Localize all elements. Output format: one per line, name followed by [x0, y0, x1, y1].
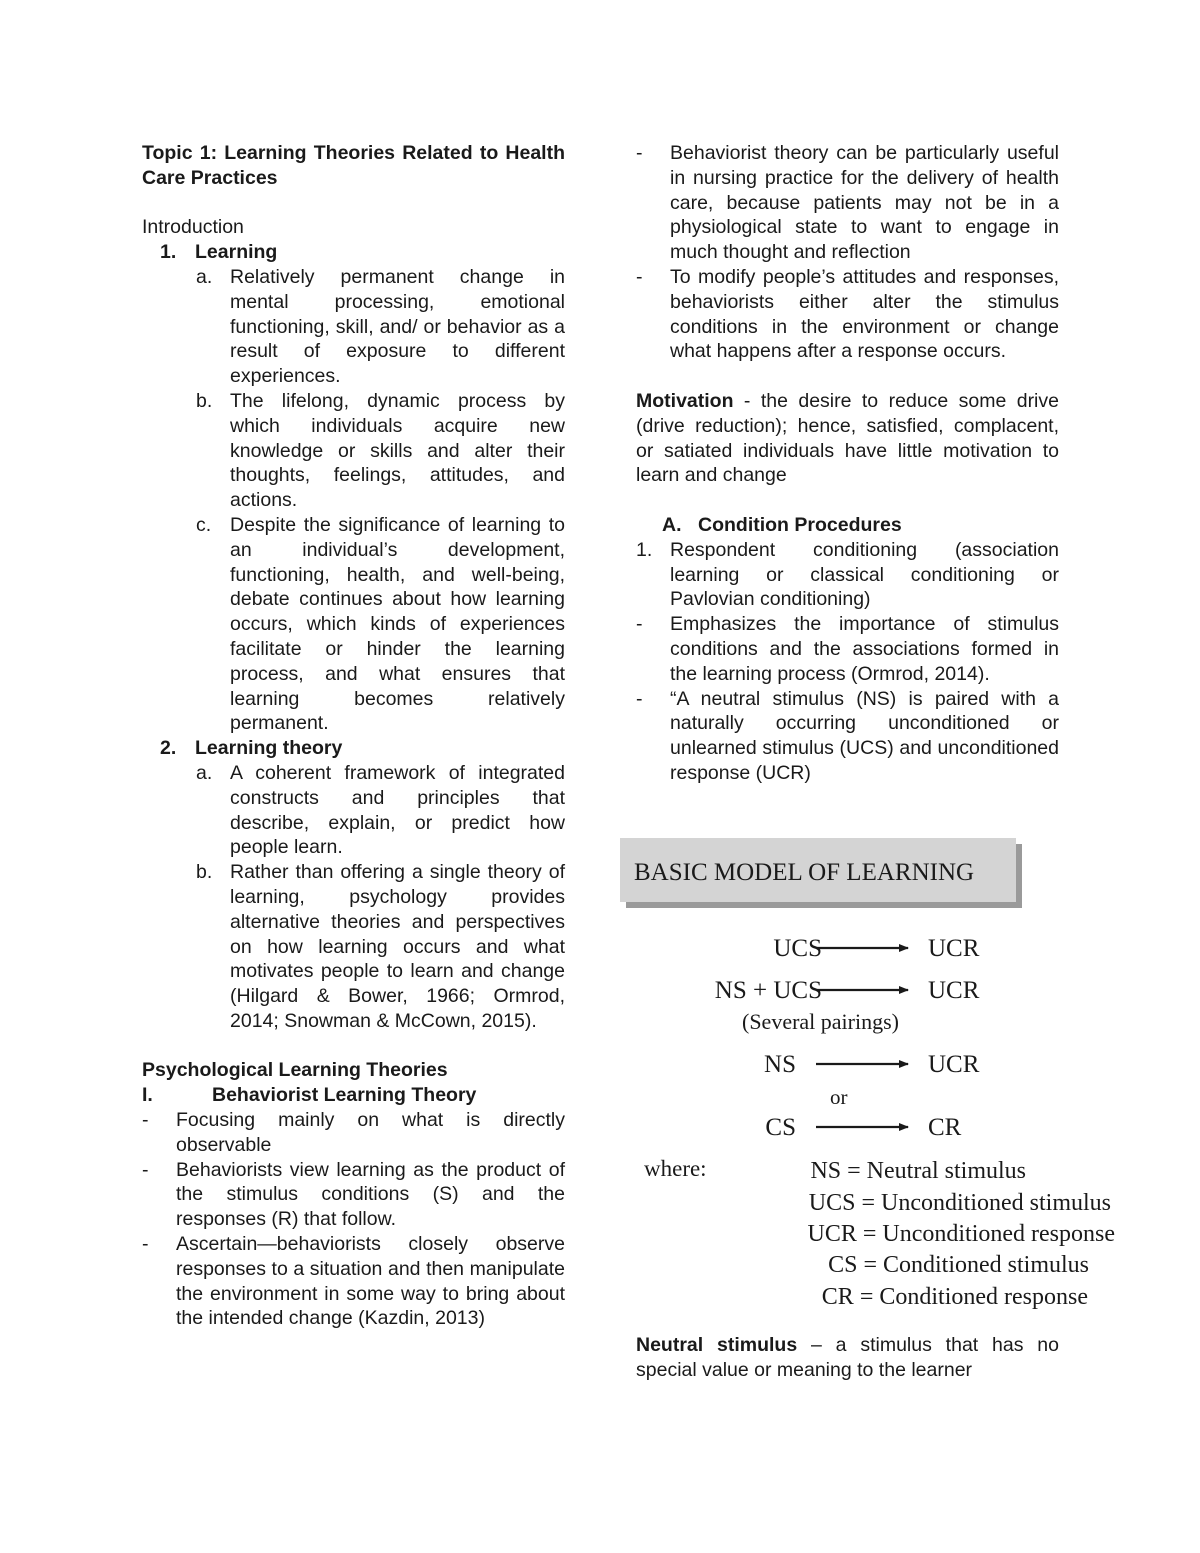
bullet-text: Behaviorist theory can be particularly useful in nursing practice for the delivery of health care, because patients may not be in a physiological state to want to engage in much thought and reflection [670, 142, 1059, 264]
motivation-definition: - the desire to reduce some drive (drive reduction); hence, satisfied, complacent, or satiated individuals have little motivation to learn and change [636, 389, 1059, 487]
bullet-text: Behaviorists view learning as the product of the stimulus conditions (S) and the responses (R) that follow. [176, 1158, 565, 1231]
list-item-text: Rather than offering a single theory of learning, psychology provides alternative theories and perspectives on how learning occurs and what motivates people to learn and change (Hilgard & Bower, 1966; Ormrod, 2014; Snowman & McCown, 2015). [230, 861, 565, 1032]
neutral-stimulus-definition: – a stimulus that has no special value or meaning to the learner [636, 1334, 1059, 1381]
list-marker: a. [196, 265, 213, 288]
learning-theory-item-a [142, 761, 565, 860]
condition-bullet-2 [636, 687, 1059, 786]
introduction-heading: Introduction [142, 216, 244, 239]
row-1-stimulus: UCS [773, 935, 822, 962]
legend-ucr: UCR = Unconditioned response [807, 1221, 1115, 1247]
bullet-text: Ascertain—behaviorists closely observe responses to a situation and then manipulate the environment in some way to bring about the intended change (Kazdin, 2013) [176, 1233, 565, 1330]
learning-number: 1. [160, 241, 177, 264]
row-2-stimulus: NS + UCS [714, 977, 822, 1004]
condition-procedures-heading [636, 513, 1059, 538]
dash-marker: - [636, 687, 643, 710]
list-item-text: Relatively permanent change in mental processing, emotional functioning, skill, and/ or behavior as a result of exposure to different experiences. [230, 265, 565, 388]
diagram-title: BASIC MODEL OF LEARNING [634, 859, 975, 886]
page-title: Topic 1: Learning Theories Related to Health Care Practices [142, 142, 565, 189]
learning-theory-number: 2. [160, 737, 177, 760]
behaviorist-bullet-5 [636, 265, 1059, 364]
legend-ucs: UCS = Unconditioned stimulus [808, 1190, 1111, 1216]
respondent-conditioning-item [636, 538, 1059, 612]
or-label: or [830, 1085, 848, 1109]
learning-heading: Learning [195, 241, 278, 264]
dash-marker: - [636, 265, 643, 288]
psychological-theories-heading: Psychological Learning Theories [142, 1059, 448, 1082]
row-3-response: UCR [928, 1051, 980, 1078]
motivation-term: Motivation [636, 389, 734, 412]
row-3-stimulus: NS [764, 1051, 796, 1078]
learning-theory-item-b [142, 860, 565, 1034]
several-pairings-note: (Several pairings) [742, 1009, 899, 1034]
number-marker: 1. [636, 538, 653, 561]
learning-theory-section [142, 736, 565, 761]
roman-marker: I. [142, 1084, 153, 1107]
list-item-text: Respondent conditioning (association learning or classical conditioning or Pavlovian conditioning) [670, 538, 1059, 611]
letter-marker: A. [662, 513, 682, 536]
bullet-text: “A neutral stimulus (NS) is paired with a naturally occurring unconditioned or unlearned stimulus (UCS) and unconditioned response (UCR) [670, 687, 1059, 784]
legend-ns: NS = Neutral stimulus [810, 1158, 1026, 1184]
list-marker: a. [196, 761, 213, 784]
learning-theory-heading: Learning theory [195, 737, 343, 760]
legend-cs: CS = Conditioned stimulus [828, 1252, 1089, 1278]
left-column [142, 141, 565, 1331]
learning-item-c [142, 513, 565, 736]
list-item-text: The lifelong, dynamic process by which individuals acquire new knowledge or skills and alter their thoughts, feelings, attitudes, and actions. [230, 389, 565, 512]
behaviorist-bullet-3 [142, 1232, 565, 1331]
dash-marker: - [142, 1158, 149, 1181]
neutral-stimulus-term: Neutral stimulus [636, 1334, 798, 1356]
dash-marker: - [142, 1109, 149, 1132]
condition-procedures-text: Condition Procedures [698, 513, 902, 536]
behaviorist-bullet-2 [142, 1158, 565, 1232]
bullet-text: Focusing mainly on what is directly observable [176, 1109, 565, 1156]
list-item-text: Despite the significance of learning to an individual’s development, functioning, health, and well-being, debate continues about how learning occurs, which kinds of experiences facilitate or hinder the learning process, and what ensures that learning becomes relatively permanent. [230, 513, 565, 735]
legend-cr: CR = Conditioned response [821, 1284, 1088, 1310]
list-marker: b. [196, 389, 213, 412]
dash-marker: - [636, 613, 643, 636]
dash-marker: - [636, 142, 643, 164]
list-marker: c. [196, 513, 212, 536]
learning-item-a [142, 265, 565, 389]
behaviorist-bullet-4 [636, 141, 1059, 265]
row-4-response: CR [928, 1114, 962, 1141]
dash-marker: - [142, 1233, 149, 1256]
list-marker: b. [196, 861, 213, 884]
behaviorist-bullet-1 [142, 1108, 565, 1158]
behaviorist-heading [142, 1083, 565, 1108]
motivation-paragraph [636, 389, 1059, 488]
neutral-stimulus-paragraph [636, 1333, 1059, 1383]
bullet-text: Emphasizes the importance of stimulus conditions and the associations formed in the learning process (Ormrod, 2014). [670, 613, 1059, 685]
behaviorist-heading-text: Behaviorist Learning Theory [212, 1084, 477, 1107]
condition-bullet-1 [636, 612, 1059, 686]
row-4-stimulus: CS [765, 1114, 796, 1141]
list-item-text: A coherent framework of integrated constructs and principles that describe, explain, or predict how people learn. [230, 761, 565, 859]
learning-section [142, 240, 565, 265]
learning-item-b [142, 389, 565, 513]
row-2-response: UCR [928, 977, 980, 1004]
row-1-response: UCR [928, 935, 980, 962]
basic-model-of-learning-diagram [618, 836, 1128, 1316]
bullet-text: To modify people’s attitudes and responses, behaviorists either alter the stimulus conditions in the environment or change what happens after a response occurs. [670, 265, 1059, 363]
right-column [636, 141, 1059, 786]
where-label: where: [644, 1156, 707, 1181]
